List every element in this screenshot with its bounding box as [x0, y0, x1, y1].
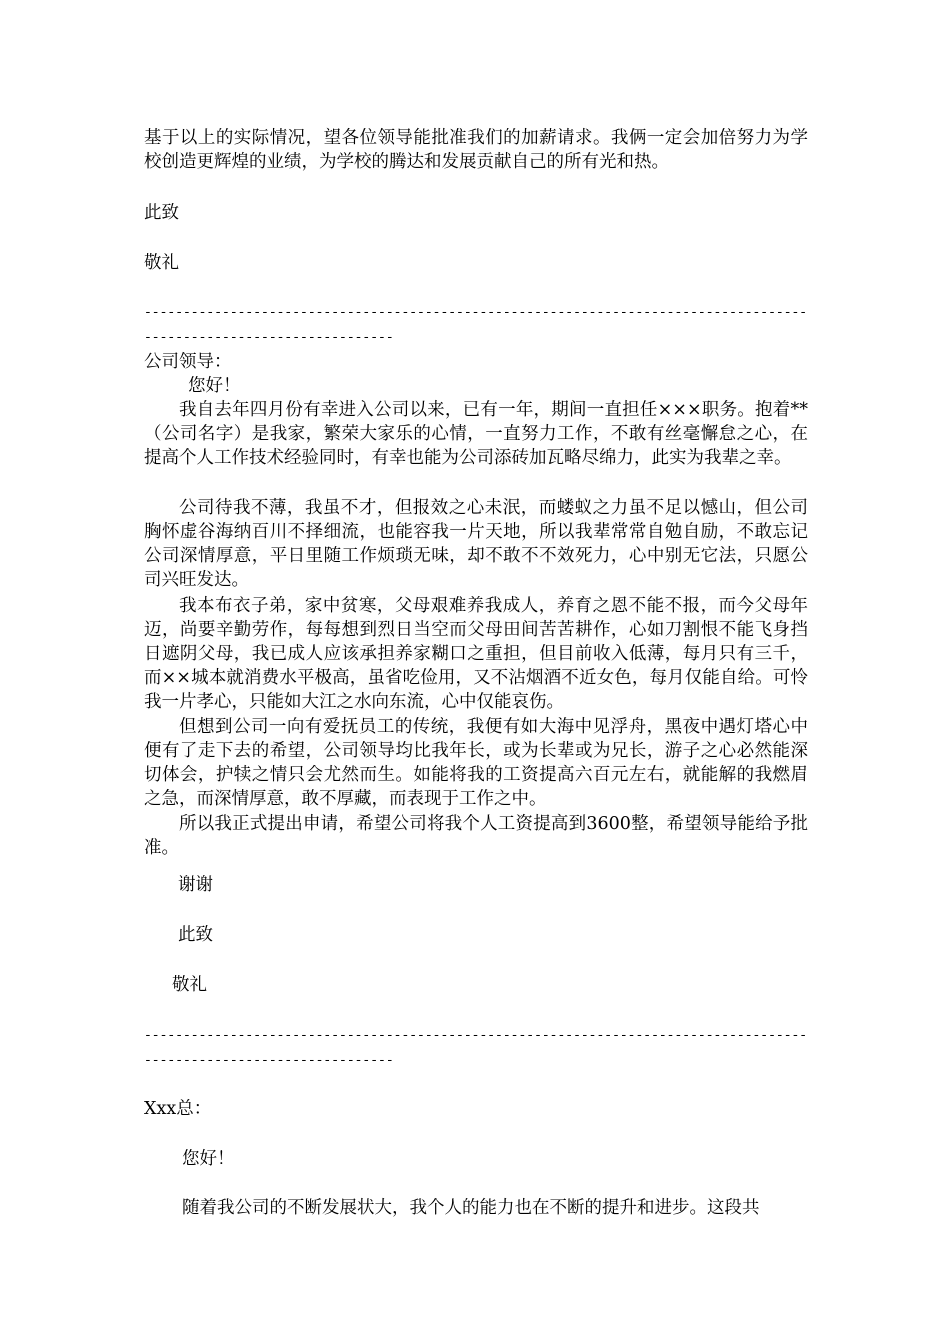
section2-closing-salute: 敬礼 — [172, 975, 207, 995]
section2-paragraph-1: 我自去年四月份有幸进入公司以来，已有一年，期间一直担任×××职务。抱着**（公司名字）是我家，繁荣大家乐的心情，一直努力工作，不敢有丝毫懈怠之心，在提高个人工作技术经验同时，有幸也能为公司添砖加瓦略尽绵力，此实为我辈之幸。 — [144, 400, 808, 468]
section1-closing-salute: 敬礼 — [144, 253, 179, 273]
section2-paragraph-4: 但想到公司一向有爱抚员工的传统，我便有如大海中见浮舟，黑夜中遇灯塔心中便有了走下去的希望，公司领导均比我年长，或为长辈或为兄长，游子之心必然能深切体会，护犊之情只会尤然而生。如能将我的工资提高六百元左右，就能解的我燃眉之急，而深情厚意，敢不厚藏，而表现于工作之中。 — [144, 717, 808, 809]
section1-closing-regards: 此致 — [144, 203, 179, 223]
section2-paragraph-3: 我本布衣子弟，家中贫寒，父母艰难养我成人，养育之恩不能不报，而今父母年迈，尚要辛勤劳作，每每想到烈日当空而父母田间苦苦耕作，心如刀割恨不能飞身挡日遮阴父母，我已成人应该承担养家糊口之重担，但目前收入低薄，每月只有三千，而××城本就消费水平极高，虽省吃俭用，又不沾烟酒不近女色，每月仅能自给。可怜我一片孝心，只能如大江之水向东流，心中仅能哀伤。 — [144, 596, 808, 712]
section2-thanks: 谢谢 — [178, 875, 213, 895]
section3-paragraph: 随着我公司的不断发展状大，我个人的能力也在不断的提升和进步。这段共 — [182, 1198, 760, 1218]
section2-closing-regards: 此致 — [178, 925, 213, 945]
separator-line-2: --------------------------------------------------------------------------------------------------------------------- — [144, 1028, 808, 1068]
section1-paragraph: 基于以上的实际情况，望各位领导能批准我们的加薪请求。我俩一定会加倍努力为学校创造更辉煌的业绩，为学校的腾达和发展贡献自己的所有光和热。 — [144, 128, 808, 172]
section2-greeting: 您好！ — [188, 376, 241, 396]
separator-line-1: --------------------------------------------------------------------------------------------------------------------- — [144, 305, 808, 345]
section3-greeting: 您好！ — [182, 1149, 235, 1169]
section3-salutation: Xxx总： — [144, 1099, 212, 1119]
section2-paragraph-5: 所以我正式提出申请，希望公司将我个人工资提高到3600整，希望领导能给予批准。 — [144, 814, 808, 858]
section2-salutation: 公司领导： — [144, 352, 232, 372]
section2-paragraph-2: 公司待我不薄，我虽不才，但报效之心未泯，而蝼蚁之力虽不足以憾山，但公司胸怀虚谷海纳百川不择细流，也能容我一片天地，所以我辈常常自勉自励，不敢忘记公司深情厚意，平日里随工作烦琐无味，却不敢不不效死力，心中别无它法，只愿公司兴旺发达。 — [144, 498, 808, 590]
